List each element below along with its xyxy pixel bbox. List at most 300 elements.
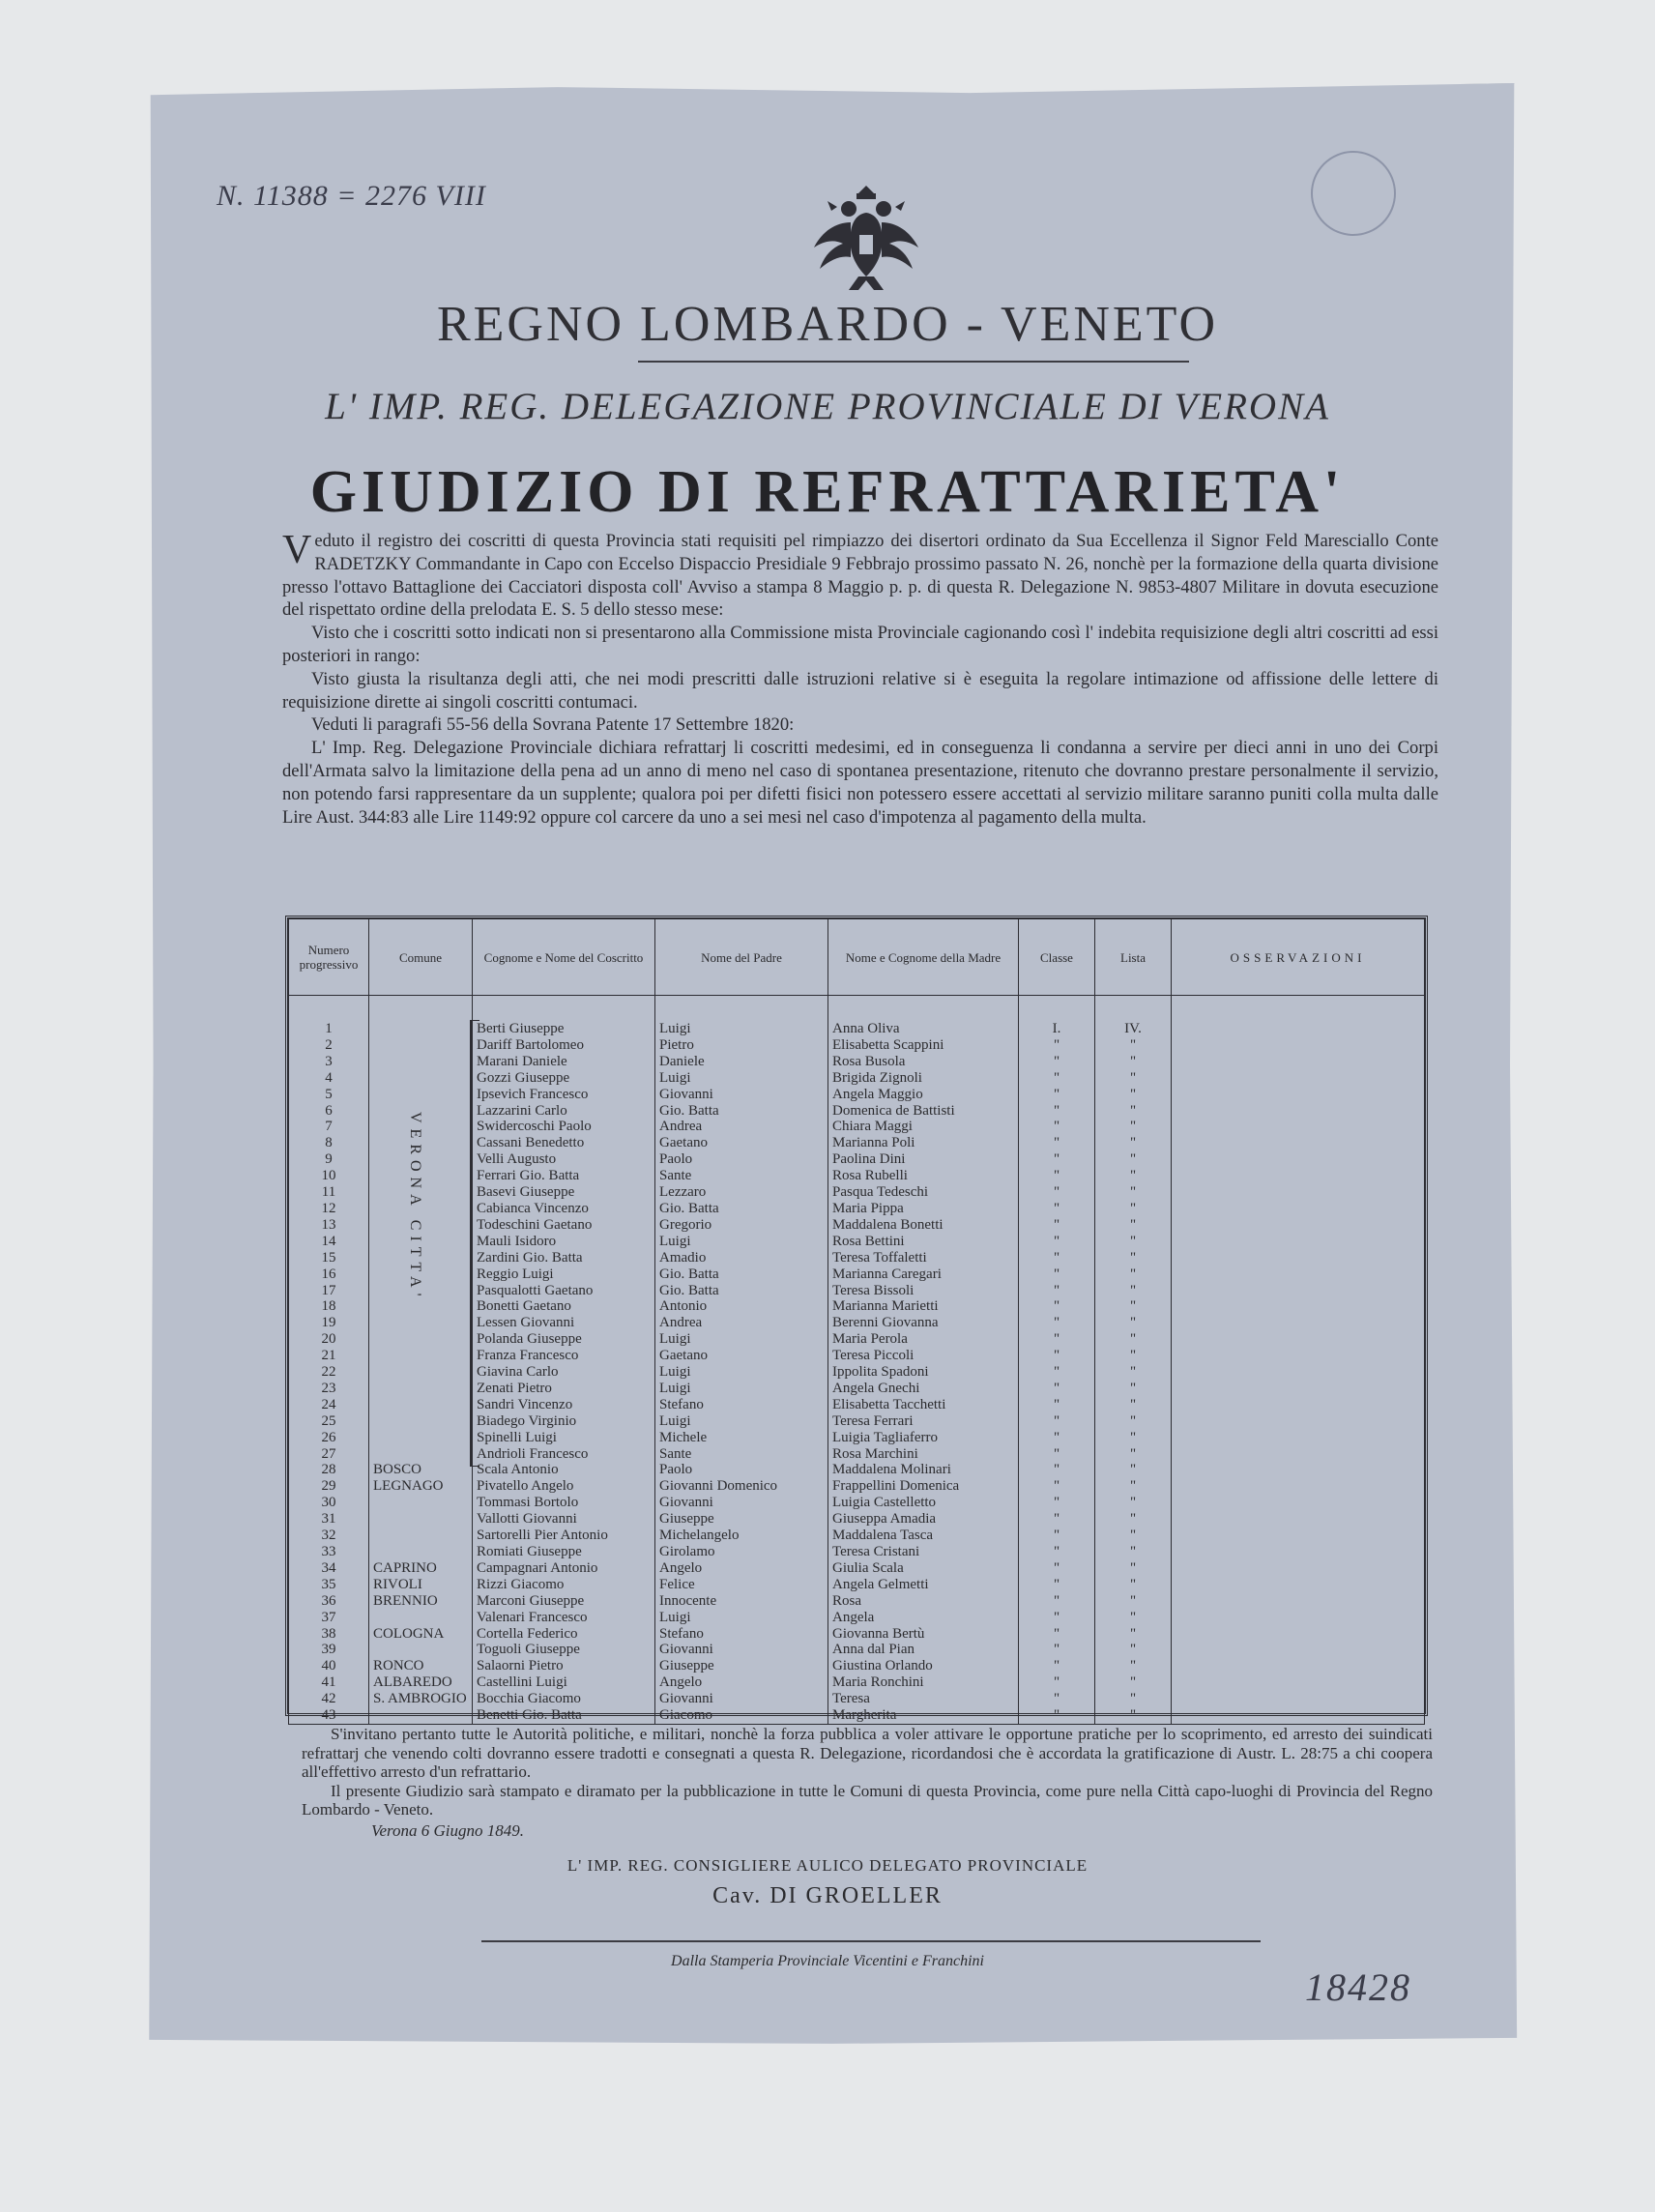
cell-num: 7: [289, 1119, 369, 1135]
cell-classe: ": [1019, 1707, 1095, 1724]
cell-father: Felice: [655, 1577, 828, 1593]
cell-observations: [1172, 1348, 1425, 1364]
cell-classe: ": [1019, 1462, 1095, 1478]
cell-observations: [1172, 1674, 1425, 1691]
cell-name: Gozzi Giuseppe: [473, 1070, 655, 1087]
cell-mother: Giulia Scala: [828, 1560, 1019, 1577]
cell-mother: Rosa Marchini: [828, 1446, 1019, 1463]
cell-father: Luigi: [655, 1381, 828, 1397]
cell-name: Dariff Bartolomeo: [473, 1037, 655, 1054]
cell-observations: [1172, 1250, 1425, 1266]
paragraph-preamble-text: eduto il registro dei coscritti di questa Provincia stati requisiti pel rimpiazzo dei disertori ordinato da Sua Eccellenza il Signor Feld Maresciallo Conte RADETZKY Commandante in Capo con Eccelso Dispaccio Presidiale 9 Febbrajo prossimo passato N. 26, nonchè per la formazione della quarta divisione presso l'ottavo Battaglione dei Cacciatori disposta coll' Avviso a stampa 8 Maggio p. p. di questa R. Delegazione N. 9853-4807 Militare in dovuta esecuzione del rispettato ordine della prelodata E. S. 5 dello stesso mese:: [282, 531, 1438, 621]
cell-observations: [1172, 1266, 1425, 1283]
cell-lista: ": [1095, 1495, 1172, 1511]
footer-invitation: S'invitano pertanto tutte le Autorità politiche, e militari, nonchè la forza pubblica a voler attivare le opportune pratiche per lo scoprimento, ed arresto dei suindicati refrattarj che venendo colti dovranno essere tradotti e consegnati a questa R. Delegazione, ricordandosi che è accordata la gratificazione di Austr. L. 28:75 a chi coopera all'effettivo arresto d'un refrattario.: [302, 1725, 1433, 1782]
cell-classe: ": [1019, 1478, 1095, 1495]
cell-classe: ": [1019, 1658, 1095, 1674]
cell-classe: ": [1019, 1610, 1095, 1626]
cell-name: Salaorni Pietro: [473, 1658, 655, 1674]
cell-classe: ": [1019, 1511, 1095, 1528]
archive-stamp: [1311, 151, 1396, 236]
cell-observations: [1172, 1087, 1425, 1103]
table-row: [289, 1610, 1425, 1626]
cell-observations: [1172, 1577, 1425, 1593]
cell-name: Toguoli Giuseppe: [473, 1642, 655, 1658]
cell-num: 33: [289, 1544, 369, 1560]
cell-father: Giacomo: [655, 1707, 828, 1724]
table-row: [289, 1528, 1425, 1544]
cell-father: Gio. Batta: [655, 1103, 828, 1120]
cell-comune: [369, 1315, 473, 1331]
cell-observations: [1172, 1691, 1425, 1707]
cell-classe: ": [1019, 1381, 1095, 1397]
cell-name: Polanda Giuseppe: [473, 1331, 655, 1348]
cell-observations: [1172, 1021, 1425, 1037]
cell-lista: ": [1095, 1528, 1172, 1544]
cell-num: 21: [289, 1348, 369, 1364]
cell-name: Bonetti Gaetano: [473, 1298, 655, 1315]
cell-num: 14: [289, 1234, 369, 1250]
cell-mother: Elisabetta Tacchetti: [828, 1397, 1019, 1413]
cell-mother: Paolina Dini: [828, 1151, 1019, 1168]
cell-mother: Giustina Orlando: [828, 1658, 1019, 1674]
cell-lista: ": [1095, 1593, 1172, 1610]
table-row: [289, 1250, 1425, 1266]
cell-father: Innocente: [655, 1593, 828, 1610]
cell-mother: Marianna Caregari: [828, 1266, 1019, 1283]
cell-mother: Angela Maggio: [828, 1087, 1019, 1103]
table-row: [289, 1413, 1425, 1430]
cell-observations: [1172, 1135, 1425, 1151]
cell-lista: ": [1095, 1151, 1172, 1168]
cell-lista: ": [1095, 1658, 1172, 1674]
cell-mother: Chiara Maggi: [828, 1119, 1019, 1135]
cell-mother: Anna Oliva: [828, 1021, 1019, 1037]
cell-num: 24: [289, 1397, 369, 1413]
cell-mother: Marianna Poli: [828, 1135, 1019, 1151]
table-row: [289, 1446, 1425, 1463]
cell-classe: ": [1019, 1298, 1095, 1315]
cell-father: Gio. Batta: [655, 1266, 828, 1283]
cell-observations: [1172, 1298, 1425, 1315]
cell-lista: ": [1095, 1217, 1172, 1234]
table-row: [289, 1054, 1425, 1070]
cell-lista: ": [1095, 1626, 1172, 1643]
cell-comune: [369, 1610, 473, 1626]
cell-comune: [369, 1495, 473, 1511]
cell-name: Basevi Giuseppe: [473, 1184, 655, 1201]
cell-lista: ": [1095, 1168, 1172, 1184]
cell-lista: ": [1095, 1266, 1172, 1283]
cell-father: Giovanni: [655, 1691, 828, 1707]
printer-rule: [481, 1940, 1261, 1942]
cell-name: Mauli Isidoro: [473, 1234, 655, 1250]
cell-lista: ": [1095, 1381, 1172, 1397]
cell-father: Daniele: [655, 1054, 828, 1070]
cell-num: 38: [289, 1626, 369, 1643]
cell-lista: ": [1095, 1430, 1172, 1446]
cell-name: Ipsevich Francesco: [473, 1087, 655, 1103]
cell-num: 35: [289, 1577, 369, 1593]
cell-lista: ": [1095, 1691, 1172, 1707]
cell-mother: Teresa Toffaletti: [828, 1250, 1019, 1266]
table-header-row: [289, 919, 1425, 996]
cell-num: 37: [289, 1610, 369, 1626]
cell-num: 4: [289, 1070, 369, 1087]
cell-mother: Domenica de Battisti: [828, 1103, 1019, 1120]
cell-comune: [369, 1446, 473, 1463]
cell-num: 40: [289, 1658, 369, 1674]
cell-num: 30: [289, 1495, 369, 1511]
cell-num: 39: [289, 1642, 369, 1658]
cell-classe: ": [1019, 1626, 1095, 1643]
cell-father: Gaetano: [655, 1135, 828, 1151]
cell-mother: Maria Ronchini: [828, 1674, 1019, 1691]
title-rule: [638, 361, 1189, 363]
cell-mother: Rosa Busola: [828, 1054, 1019, 1070]
table-row: [289, 1348, 1425, 1364]
cell-name: Cortella Federico: [473, 1626, 655, 1643]
cell-comune: CAPRINO: [369, 1560, 473, 1577]
table-row: [289, 1266, 1425, 1283]
cell-num: 8: [289, 1135, 369, 1151]
table-row: [289, 1087, 1425, 1103]
cell-num: 26: [289, 1430, 369, 1446]
cell-num: 2: [289, 1037, 369, 1054]
cell-name: Vallotti Giovanni: [473, 1511, 655, 1528]
cell-mother: Teresa Cristani: [828, 1544, 1019, 1560]
cell-observations: [1172, 1397, 1425, 1413]
cell-observations: [1172, 1511, 1425, 1528]
cell-mother: Teresa: [828, 1691, 1019, 1707]
cell-mother: Rosa: [828, 1593, 1019, 1610]
table-row: [289, 1217, 1425, 1234]
cell-num: 42: [289, 1691, 369, 1707]
cell-comune: [369, 1054, 473, 1070]
cell-comune: [369, 1528, 473, 1544]
cell-observations: [1172, 1413, 1425, 1430]
cell-num: 9: [289, 1151, 369, 1168]
table-row: [289, 1560, 1425, 1577]
cell-lista: ": [1095, 1544, 1172, 1560]
cell-observations: [1172, 1642, 1425, 1658]
cell-mother: Margherita: [828, 1707, 1019, 1724]
cell-lista: ": [1095, 1315, 1172, 1331]
cell-mother: Teresa Piccoli: [828, 1348, 1019, 1364]
header-number: Numero progressivo: [289, 919, 369, 996]
cell-classe: ": [1019, 1266, 1095, 1283]
cell-father: Giuseppe: [655, 1658, 828, 1674]
cell-lista: ": [1095, 1462, 1172, 1478]
cell-mother: Anna dal Pian: [828, 1642, 1019, 1658]
cell-comune: [369, 1511, 473, 1528]
cell-father: Paolo: [655, 1151, 828, 1168]
cell-lista: ": [1095, 1577, 1172, 1593]
cell-father: Giovanni: [655, 1087, 828, 1103]
cell-mother: Pasqua Tedeschi: [828, 1184, 1019, 1201]
cell-observations: [1172, 1462, 1425, 1478]
cell-lista: ": [1095, 1103, 1172, 1120]
cell-comune: [369, 1544, 473, 1560]
cell-classe: ": [1019, 1642, 1095, 1658]
cell-num: 36: [289, 1593, 369, 1610]
cell-mother: Elisabetta Scappini: [828, 1037, 1019, 1054]
cell-father: Giovanni: [655, 1642, 828, 1658]
cell-num: 17: [289, 1283, 369, 1299]
conscripts-table-grid: [288, 918, 1425, 1725]
cell-comune: [369, 1070, 473, 1087]
cell-classe: ": [1019, 1315, 1095, 1331]
table-row: [289, 1331, 1425, 1348]
cell-father: Giuseppe: [655, 1511, 828, 1528]
table-row: [289, 1642, 1425, 1658]
cell-observations: [1172, 1364, 1425, 1381]
cell-lista: ": [1095, 1298, 1172, 1315]
cell-num: 15: [289, 1250, 369, 1266]
cell-mother: Angela Gelmetti: [828, 1577, 1019, 1593]
cell-classe: ": [1019, 1217, 1095, 1234]
cell-observations: [1172, 1168, 1425, 1184]
cell-father: Girolamo: [655, 1544, 828, 1560]
cell-father: Antonio: [655, 1298, 828, 1315]
cell-comune: [369, 1430, 473, 1446]
cell-mother: Giovanna Bertù: [828, 1626, 1019, 1643]
cell-lista: ": [1095, 1707, 1172, 1724]
cell-name: Marani Daniele: [473, 1054, 655, 1070]
cell-classe: ": [1019, 1331, 1095, 1348]
table-row: [289, 1037, 1425, 1054]
cell-classe: ": [1019, 1495, 1095, 1511]
decree-body: [282, 530, 1438, 829]
cell-observations: [1172, 1315, 1425, 1331]
cell-lista: ": [1095, 1037, 1172, 1054]
cell-mother: Ippolita Spadoni: [828, 1364, 1019, 1381]
double-headed-eagle-icon: [810, 180, 922, 294]
table-row: [289, 1234, 1425, 1250]
cell-lista: ": [1095, 1397, 1172, 1413]
cell-num: 22: [289, 1364, 369, 1381]
cell-num: 19: [289, 1315, 369, 1331]
cell-name: Campagnari Antonio: [473, 1560, 655, 1577]
cell-comune: BOSCO: [369, 1462, 473, 1478]
cell-observations: [1172, 1234, 1425, 1250]
cell-father: Angelo: [655, 1674, 828, 1691]
cell-lista: IV.: [1095, 1021, 1172, 1037]
table-row: [289, 1707, 1425, 1724]
cell-comune: [369, 1642, 473, 1658]
table-row: [289, 1021, 1425, 1037]
cell-mother: Berenni Giovanna: [828, 1315, 1019, 1331]
cell-name: Swidercoschi Paolo: [473, 1119, 655, 1135]
cell-comune: LEGNAGO: [369, 1478, 473, 1495]
cell-num: 3: [289, 1054, 369, 1070]
cell-name: Spinelli Luigi: [473, 1430, 655, 1446]
table-row: [289, 1478, 1425, 1495]
city-brace: [470, 1020, 479, 1467]
cell-num: 32: [289, 1528, 369, 1544]
header-classe: Classe: [1019, 919, 1095, 996]
cell-name: Cabianca Vincenzo: [473, 1201, 655, 1217]
cell-name: Benetti Gio. Batta: [473, 1707, 655, 1724]
cell-observations: [1172, 1626, 1425, 1643]
cell-num: 43: [289, 1707, 369, 1724]
table-row: [289, 1544, 1425, 1560]
cell-classe: ": [1019, 1135, 1095, 1151]
cell-mother: Rosa Rubelli: [828, 1168, 1019, 1184]
cell-father: Angelo: [655, 1560, 828, 1577]
cell-mother: Maria Perola: [828, 1331, 1019, 1348]
cell-num: 23: [289, 1381, 369, 1397]
cell-lista: ": [1095, 1250, 1172, 1266]
cell-observations: [1172, 1610, 1425, 1626]
cell-lista: ": [1095, 1119, 1172, 1135]
table-row: [289, 1298, 1425, 1315]
table-row: [289, 1658, 1425, 1674]
cell-name: Todeschini Gaetano: [473, 1217, 655, 1234]
official-signature: Cav. DI GROELLER: [712, 1883, 943, 1908]
cell-father: Stefano: [655, 1626, 828, 1643]
cell-mother: Luigia Castelletto: [828, 1495, 1019, 1511]
cell-father: Stefano: [655, 1397, 828, 1413]
table-row: [289, 1462, 1425, 1478]
handwritten-number: 18428: [1305, 1965, 1411, 2009]
cell-name: Ferrari Gio. Batta: [473, 1168, 655, 1184]
cell-lista: ": [1095, 1674, 1172, 1691]
cell-num: 41: [289, 1674, 369, 1691]
paragraph-preamble: [282, 530, 1438, 622]
cell-name: Zenati Pietro: [473, 1381, 655, 1397]
table-row: [289, 1364, 1425, 1381]
cell-lista: ": [1095, 1610, 1172, 1626]
cell-mother: Luigia Tagliaferro: [828, 1430, 1019, 1446]
header-lista: Lista: [1095, 919, 1172, 996]
table-row: [289, 1103, 1425, 1120]
cell-name: Castellini Luigi: [473, 1674, 655, 1691]
cell-name: Sandri Vincenzo: [473, 1397, 655, 1413]
header-comune: Comune: [369, 919, 473, 996]
cell-comune: [369, 1331, 473, 1348]
cell-lista: ": [1095, 1348, 1172, 1364]
cell-classe: ": [1019, 1103, 1095, 1120]
cell-father: Luigi: [655, 1234, 828, 1250]
cell-observations: [1172, 1446, 1425, 1463]
cell-classe: ": [1019, 1201, 1095, 1217]
cell-num: 16: [289, 1266, 369, 1283]
cell-classe: ": [1019, 1184, 1095, 1201]
cell-name: Reggio Luigi: [473, 1266, 655, 1283]
delegation-title: L' IMP. REG. DELEGAZIONE PROVINCIALE DI VERONA: [325, 386, 1330, 427]
cell-mother: Maria Pippa: [828, 1201, 1019, 1217]
cell-observations: [1172, 1151, 1425, 1168]
table-row: [289, 1070, 1425, 1087]
cell-father: Lezzaro: [655, 1184, 828, 1201]
cell-lista: ": [1095, 1446, 1172, 1463]
table-row: [289, 1430, 1425, 1446]
cell-observations: [1172, 1037, 1425, 1054]
cell-father: Luigi: [655, 1021, 828, 1037]
footer-notice: [302, 1725, 1433, 1819]
cell-name: Andrioli Francesco: [473, 1446, 655, 1463]
table-row: [289, 1381, 1425, 1397]
cell-mother: Maddalena Bonetti: [828, 1217, 1019, 1234]
cell-classe: I.: [1019, 1021, 1095, 1037]
cell-observations: [1172, 1707, 1425, 1724]
table-row: [289, 1577, 1425, 1593]
cell-mother: Maddalena Tasca: [828, 1528, 1019, 1544]
cell-num: 11: [289, 1184, 369, 1201]
cell-mother: Angela Gnechi: [828, 1381, 1019, 1397]
cell-father: Michelangelo: [655, 1528, 828, 1544]
table-row: [289, 1691, 1425, 1707]
cell-num: 1: [289, 1021, 369, 1037]
cell-classe: ": [1019, 1119, 1095, 1135]
cell-lista: ": [1095, 1642, 1172, 1658]
cell-lista: ": [1095, 1283, 1172, 1299]
cell-name: Sartorelli Pier Antonio: [473, 1528, 655, 1544]
cell-observations: [1172, 1593, 1425, 1610]
cell-observations: [1172, 1331, 1425, 1348]
cell-comune: [369, 1364, 473, 1381]
handwritten-reference: N. 11388 = 2276 VIII: [217, 180, 486, 212]
verona-city-label: VERONA CITTA': [407, 1112, 423, 1302]
drop-cap: V: [282, 528, 312, 572]
cell-comune: [369, 1021, 473, 1037]
cell-classe: ": [1019, 1234, 1095, 1250]
table-row: [289, 1119, 1425, 1135]
cell-father: Luigi: [655, 1364, 828, 1381]
cell-lista: ": [1095, 1331, 1172, 1348]
cell-name: Lessen Giovanni: [473, 1315, 655, 1331]
cell-name: Cassani Benedetto: [473, 1135, 655, 1151]
cell-classe: ": [1019, 1430, 1095, 1446]
cell-classe: ": [1019, 1037, 1095, 1054]
paragraph-visto-2: Visto giusta la risultanza degli atti, che nei modi prescritti dalle istruzioni relative si è eseguita la regolare intimazione od affissione delle lettere di requisizione dirette ai singoli coscritti contumaci.: [282, 668, 1438, 713]
cell-num: 28: [289, 1462, 369, 1478]
cell-comune: [369, 1037, 473, 1054]
cell-observations: [1172, 1054, 1425, 1070]
cell-father: Sante: [655, 1168, 828, 1184]
cell-classe: ": [1019, 1054, 1095, 1070]
cell-classe: ": [1019, 1151, 1095, 1168]
cell-father: Luigi: [655, 1413, 828, 1430]
header-name: Cognome e Nome del Coscritto: [473, 919, 655, 996]
table-body: [289, 996, 1425, 1725]
cell-classe: ": [1019, 1528, 1095, 1544]
cell-mother: Brigida Zignoli: [828, 1070, 1019, 1087]
cell-num: 34: [289, 1560, 369, 1577]
cell-num: 29: [289, 1478, 369, 1495]
cell-father: Luigi: [655, 1331, 828, 1348]
cell-name: Berti Giuseppe: [473, 1021, 655, 1037]
cell-name: Scala Antonio: [473, 1462, 655, 1478]
cell-classe: ": [1019, 1283, 1095, 1299]
cell-name: Marconi Giuseppe: [473, 1593, 655, 1610]
cell-lista: ": [1095, 1560, 1172, 1577]
cell-name: Pasqualotti Gaetano: [473, 1283, 655, 1299]
cell-lista: ": [1095, 1135, 1172, 1151]
cell-name: Giavina Carlo: [473, 1364, 655, 1381]
cell-name: Velli Augusto: [473, 1151, 655, 1168]
table-row: [289, 1315, 1425, 1331]
header-father: Nome del Padre: [655, 919, 828, 996]
table-row: [289, 1626, 1425, 1643]
cell-num: 10: [289, 1168, 369, 1184]
cell-name: Tommasi Bortolo: [473, 1495, 655, 1511]
header-mother: Nome e Cognome della Madre: [828, 919, 1019, 996]
table-row: [289, 1397, 1425, 1413]
table-row: [289, 1593, 1425, 1610]
header-observations: OSSERVAZIONI: [1172, 919, 1425, 996]
